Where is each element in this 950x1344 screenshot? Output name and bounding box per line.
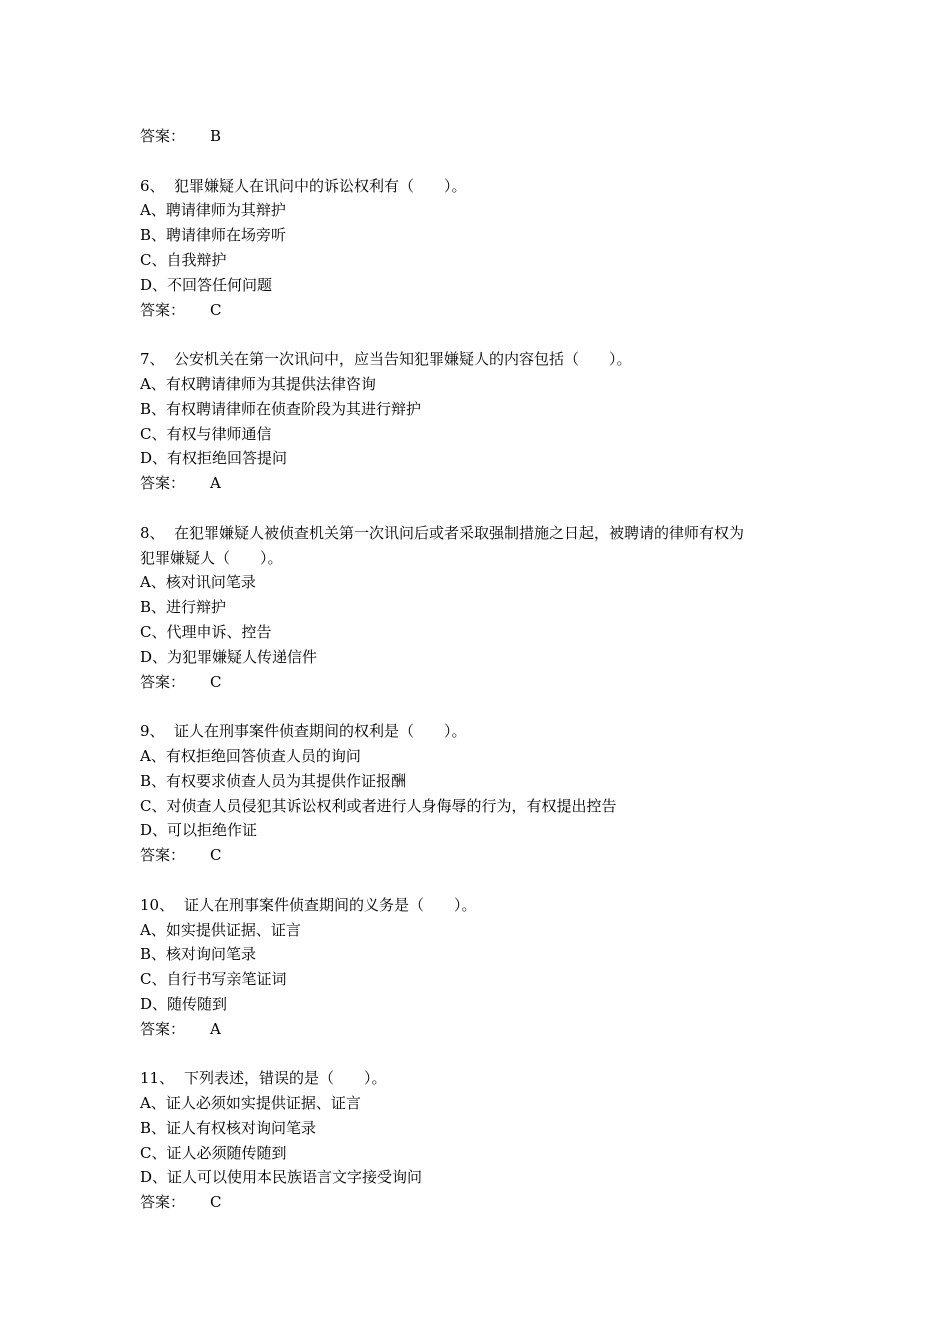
option-b: B、进行辩护	[140, 598, 227, 617]
question-stem-continued: 犯罪嫌疑人（ ）。	[140, 548, 283, 567]
answer-value: A	[210, 474, 221, 493]
answer-line: 答案： C	[140, 846, 222, 865]
question-7	[140, 347, 840, 496]
option-c: C、对侦查人员侵犯其诉讼权利或者进行人身侮辱的行为，有权提出控告	[140, 796, 617, 815]
answer-line: 答案： B	[140, 127, 222, 145]
question-stem: 6、 犯罪嫌疑人在讯问中的诉讼权利有（ ）。	[140, 176, 467, 195]
question-11	[140, 1066, 840, 1215]
option-b: B、有权要求侦查人员为其提供作证报酬	[140, 771, 407, 790]
option-c: C、证人必须随传随到	[140, 1143, 287, 1162]
option-d: D、有权拒绝回答提问	[140, 449, 288, 468]
option-a: A、核对讯问笔录	[140, 573, 256, 592]
question-stem: 8、 在犯罪嫌疑人被侦查机关第一次讯问后或者采取强制措施之日起，被聘请的律师有权为	[140, 523, 745, 542]
document-body	[140, 124, 840, 1215]
option-a: A、有权聘请律师为其提供法律咨询	[140, 374, 376, 393]
option-c: C、自我辩护	[140, 250, 227, 269]
answer-line: 答案： C	[140, 1193, 222, 1212]
answer-value: B	[210, 127, 222, 145]
answer-line: 答案： A	[140, 1019, 221, 1038]
question-8	[140, 521, 840, 695]
option-c: C、代理申诉、控告	[140, 622, 272, 641]
option-b: B、聘请律师在场旁听	[140, 226, 287, 245]
answer-value: A	[210, 1019, 221, 1038]
option-c: C、自行书写亲笔证词	[140, 970, 287, 989]
answer-line: 答案： A	[140, 474, 221, 493]
option-b: B、有权聘请律师在侦查阶段为其进行辩护	[140, 399, 422, 418]
answer-value: C	[210, 300, 222, 319]
question-stem: 11、 下列表述，错误的是（ ）。	[140, 1069, 387, 1088]
option-c: C、有权与律师通信	[140, 424, 272, 443]
option-b: B、核对询问笔录	[140, 945, 257, 964]
option-a: A、如实提供证据、证言	[140, 920, 301, 939]
question-10	[140, 893, 840, 1042]
answer-value: C	[210, 1193, 222, 1212]
option-a: A、有权拒绝回答侦查人员的询问	[140, 746, 361, 765]
option-a: A、聘请律师为其辩护	[140, 201, 286, 220]
option-d: D、不回答任何问题	[140, 275, 273, 294]
option-d: D、证人可以使用本民族语言文字接受询问	[140, 1168, 423, 1187]
answer-value: C	[210, 672, 222, 691]
option-d: D、随传随到	[140, 994, 228, 1013]
question-6	[140, 174, 840, 323]
option-b: B、证人有权核对询问笔录	[140, 1118, 317, 1137]
question-stem: 9、 证人在刑事案件侦查期间的权利是（ ）。	[140, 722, 467, 741]
question-stem: 10、 证人在刑事案件侦查期间的义务是（ ）。	[140, 895, 477, 914]
question-9	[140, 719, 840, 868]
option-d: D、可以拒绝作证	[140, 821, 258, 840]
answer-line: 答案： C	[140, 672, 222, 691]
answer-line: 答案： C	[140, 300, 222, 319]
answer-value: C	[210, 846, 222, 865]
option-a: A、证人必须如实提供证据、证言	[140, 1094, 361, 1113]
question-stem: 7、 公安机关在第一次讯问中，应当告知犯罪嫌疑人的内容包括（ ）。	[140, 350, 632, 369]
option-d: D、为犯罪嫌疑人传递信件	[140, 647, 318, 666]
